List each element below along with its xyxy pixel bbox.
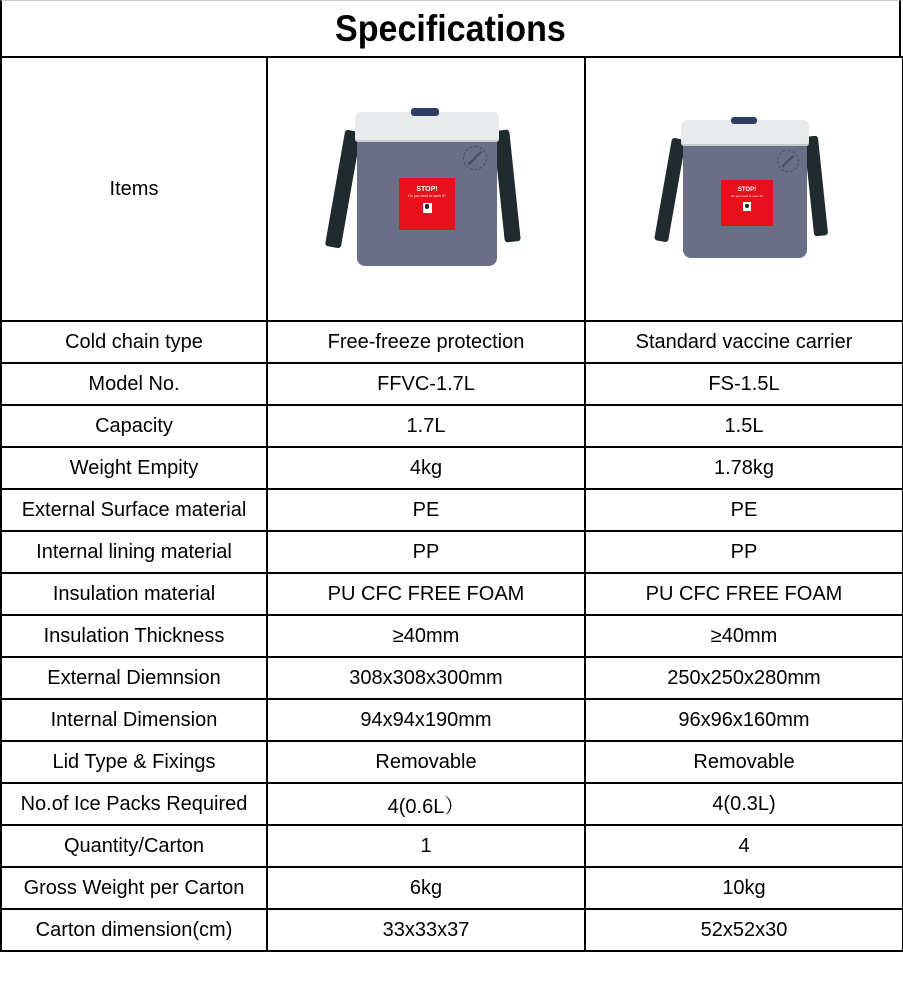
row-value-2: Standard vaccine carrier: [585, 321, 903, 363]
items-header-cell: [1, 57, 267, 321]
row-value-1: 4(0.6L）: [267, 783, 585, 825]
row-label: Model No.: [1, 363, 267, 405]
stop-label: [399, 178, 455, 230]
row-value-1: 1: [267, 825, 585, 867]
row-label: External Surface material: [1, 489, 267, 531]
row-label: Capacity: [1, 405, 267, 447]
row-value-1: 94x94x190mm: [267, 699, 585, 741]
vaccine-carrier-image: [331, 104, 521, 274]
title-row: [0, 0, 901, 56]
row-value-2: 10kg: [585, 867, 903, 909]
table-row-external-dimension: [1, 657, 903, 699]
product-image-row: [1, 57, 903, 321]
table-row-lid-type: [1, 741, 903, 783]
row-value-2: 96x96x160mm: [585, 699, 903, 741]
row-value-1: ≥40mm: [267, 615, 585, 657]
row-value-2: PP: [585, 531, 903, 573]
table-row-internal-lining-material: [1, 531, 903, 573]
row-value-1: FFVC-1.7L: [267, 363, 585, 405]
row-label: Quantity/Carton: [1, 825, 267, 867]
table-row-external-surface-material: [1, 489, 903, 531]
row-value-2: 1.5L: [585, 405, 903, 447]
row-value-1: PU CFC FREE FOAM: [267, 573, 585, 615]
row-value-1: PE: [267, 489, 585, 531]
table-row-capacity: [1, 405, 903, 447]
row-value-2: 4(0.3L): [585, 783, 903, 825]
product-image-cell-1: [267, 57, 585, 321]
row-label: Weight Empity: [1, 447, 267, 489]
row-value-2: 4: [585, 825, 903, 867]
row-value-2: 52x52x30: [585, 909, 903, 951]
page-title: Specifications: [335, 7, 566, 49]
pressure-valve-icon: [463, 146, 487, 170]
spec-table: [0, 56, 903, 952]
row-label: Insulation Thickness: [1, 615, 267, 657]
person-icon: [423, 203, 432, 213]
row-value-1: 6kg: [267, 867, 585, 909]
table-row-gross-weight: [1, 867, 903, 909]
label-subtitle-text: Do you need to open it?: [408, 194, 446, 198]
row-value-2: 1.78kg: [585, 447, 903, 489]
table-row-insulation-thickness: [1, 615, 903, 657]
row-value-2: FS-1.5L: [585, 363, 903, 405]
label-stop-text: STOP!: [737, 187, 757, 193]
product-image-cell-2: [585, 57, 903, 321]
row-label: Internal lining material: [1, 531, 267, 573]
right-strap: [804, 136, 828, 237]
row-label: Gross Weight per Carton: [1, 867, 267, 909]
row-label: External Diemnsion: [1, 657, 267, 699]
row-value-1: Free-freeze protection: [267, 321, 585, 363]
row-value-1: 33x33x37: [267, 909, 585, 951]
person-icon: [743, 202, 751, 211]
table-row-quantity-carton: [1, 825, 903, 867]
row-label: Internal Dimension: [1, 699, 267, 741]
table-row-ice-packs: [1, 783, 903, 825]
row-value-1: 1.7L: [267, 405, 585, 447]
table-row-internal-dimension: [1, 699, 903, 741]
row-value-2: PU CFC FREE FOAM: [585, 573, 903, 615]
row-label: Carton dimension(cm): [1, 909, 267, 951]
label-subtitle-text: Do you need to open it?: [731, 194, 763, 198]
row-label: Insulation material: [1, 573, 267, 615]
row-value-2: ≥40mm: [585, 615, 903, 657]
table-row-carton-dimension: [1, 909, 903, 951]
carrier-lid: [355, 112, 499, 142]
row-value-1: Removable: [267, 741, 585, 783]
row-value-1: PP: [267, 531, 585, 573]
pressure-valve-icon: [777, 150, 799, 172]
label-stop-text: STOP!: [416, 186, 438, 193]
lid-handle: [731, 117, 757, 124]
row-value-1: 4kg: [267, 447, 585, 489]
table-row-model-no: [1, 363, 903, 405]
table-row-cold-chain-type: [1, 321, 903, 363]
stop-label: [721, 180, 773, 226]
lid-handle: [411, 108, 439, 116]
row-value-2: 250x250x280mm: [585, 657, 903, 699]
vaccine-carrier-image: [659, 114, 829, 264]
row-value-1: 308x308x300mm: [267, 657, 585, 699]
row-label: Lid Type & Fixings: [1, 741, 267, 783]
row-value-2: Removable: [585, 741, 903, 783]
row-label: No.of Ice Packs Required: [1, 783, 267, 825]
right-strap: [493, 129, 521, 242]
table-row-insulation-material: [1, 573, 903, 615]
table-row-weight-empty: [1, 447, 903, 489]
row-label: Cold chain type: [1, 321, 267, 363]
items-label: Items: [109, 177, 159, 200]
row-value-2: PE: [585, 489, 903, 531]
left-strap: [325, 130, 361, 249]
left-strap: [654, 138, 686, 243]
